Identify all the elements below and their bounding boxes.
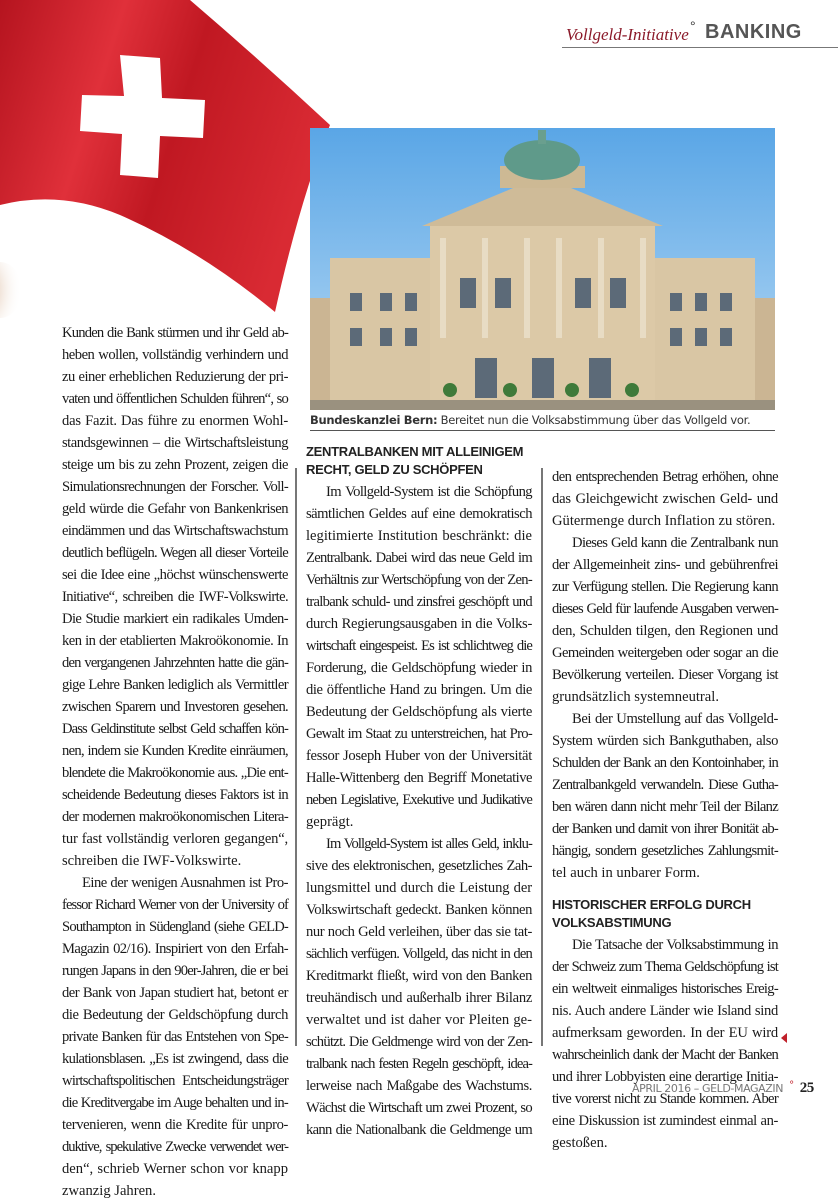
text-line: Schulden der Bank an den Kontoinhaber, in: [552, 755, 778, 771]
text-line: fessor Richard Werner von der University of: [62, 897, 288, 913]
text-line: ben wären dann nicht mehr Teil der Bilanz: [552, 799, 778, 815]
text-line: das Fazit. Das führe zu enormen Wohl-: [62, 413, 288, 429]
paragraph: [62, 872, 288, 1202]
text-line: eine Diskussion ist zumindest einmal an-: [552, 1113, 778, 1129]
text-line: private Banken für das Entstehen von Spe-: [62, 1029, 288, 1045]
text-line: den entsprechenden Betrag erhöhen, ohne: [552, 469, 778, 485]
caption-title: Bundeskanzlei Bern:: [310, 413, 438, 427]
text-line: Kreditmarkt fließt, wird von den Banken: [306, 968, 532, 984]
text-line: Initiative“, schreiben die IWF-Volkswirte.: [62, 589, 288, 605]
text-line: Wächst die Wirtschaft um zwei Prozent, so: [306, 1100, 532, 1116]
article-end-marker-icon: [781, 1033, 787, 1043]
text-line: Kunden die Bank stürmen und ihr Geld ab-: [62, 325, 288, 341]
section-title: Vollgeld-Initiative: [566, 25, 689, 44]
text-line: rungen Japans in den 90er-Jahren, die er bei: [62, 963, 288, 979]
text-line: scheidende Bedeutung dieses Faktors ist in: [62, 787, 288, 803]
category-label: BANKING: [705, 21, 802, 43]
text-line: tervenieren, wenn die Kredite für unpro-: [62, 1117, 288, 1133]
text-line: Im Vollgeld-System ist alles Geld, inklu-: [326, 836, 532, 852]
text-line: Simulationsrechnungen der Forscher. Voll-: [62, 479, 288, 495]
text-line: schreiben die IWF-Volkswirte.: [62, 853, 242, 869]
subheading: [306, 443, 532, 479]
text-line: steige um bis zu zehn Prozent, zeigen die: [62, 457, 288, 473]
text-line: die öffentliche Hand zu bringen. Um die: [306, 682, 532, 698]
article-column-2: [306, 443, 532, 1141]
text-line: vaten und öffentlichen Schulden führen“, so: [62, 391, 288, 407]
paragraph: [62, 322, 288, 872]
text-line: der Allgemeinheit zins- und gebührenfrei: [552, 557, 778, 573]
text-line: der Banken und damit von ihrer Bonität ab-: [552, 821, 778, 837]
text-line: Zentralbank. Dabei wird das neue Geld im: [306, 550, 532, 566]
text-line: gige Lehre Banken lediglich als Vermittler: [62, 677, 288, 693]
subheading-line: ZENTRALBANKEN MIT ALLEINIGEM: [306, 444, 524, 459]
text-line: Dass Geldinstitute selbst Geld schaffen kön-: [62, 721, 288, 737]
text-line: blendete die Makroökonomie aus. „Die ent-: [62, 765, 288, 781]
text-line: der Schweiz zum Thema Geldschöpfung ist: [552, 959, 778, 975]
text-line: grundsätzlich systemneutral.: [552, 689, 719, 705]
text-line: die Kreditvergabe im Auge behalten und in-: [62, 1095, 288, 1111]
text-line: und ihrer Lobbyisten eine derartige Initia-: [552, 1069, 778, 1085]
header-separator: °: [690, 18, 696, 34]
caption-text: Bereitet nun die Volksabstimmung über das Vollgeld vor.: [437, 413, 751, 427]
text-line: standsgewinnen – die Wirtschaftsleistung: [62, 435, 288, 451]
text-line: Bei der Umstellung auf das Vollgeld-: [572, 711, 778, 727]
text-line: gestoßen.: [552, 1135, 608, 1151]
swiss-flag-image: [0, 0, 340, 318]
paragraph: [552, 466, 778, 532]
text-line: geld würde die Gefahr von Bankenkrisen: [62, 501, 288, 517]
paragraph: [552, 934, 778, 1154]
text-line: kann die Nationalbank die Geldmenge um: [306, 1122, 532, 1138]
column-divider: [541, 468, 543, 1046]
text-line: Forderung, die Geldschöpfung wieder in: [306, 660, 532, 676]
bundeshaus-photo: [310, 128, 775, 410]
subheading-line: VOLKSABSTIMUNG: [552, 915, 672, 930]
text-line: der modernen makroökonomischen Litera-: [62, 809, 288, 825]
text-line: zur Verfügung stellen. Die Regierung kann: [552, 579, 778, 595]
photo-caption: [310, 413, 775, 431]
text-line: deutlich beflügeln. Wegen all dieser Vorteile: [62, 545, 288, 561]
text-line: Eine der wenigen Ausnahmen ist Pro-: [82, 875, 288, 891]
text-line: wahrscheinlich dank der Macht der Banken: [552, 1047, 778, 1063]
text-line: Zentralbankgeld verwandeln. Diese Gutha-: [552, 777, 778, 793]
text-line: lungsmittel und durch die Leistung der: [306, 880, 532, 896]
article-column-1: [62, 322, 288, 1202]
text-line: den, Schulden tilgen, den Regionen und: [552, 623, 778, 639]
text-line: dieses Geld für laufende Ausgaben verwen-: [552, 601, 778, 617]
text-line: nur noch Geld verleihen, über das sie tat-: [306, 924, 532, 940]
text-line: Die Studie markiert ein radikales Umden-: [62, 611, 288, 627]
section-header: [562, 20, 838, 48]
text-line: kulationsblasen. „Es ist zwingend, dass die: [62, 1051, 288, 1067]
text-line: Die Tatsache der Volksabstimmung in: [572, 937, 778, 953]
paragraph: [552, 532, 778, 708]
text-line: Volkswirtschaft gedeckt. Banken können: [306, 902, 532, 918]
text-line: zwanzig Jahren.: [62, 1183, 157, 1199]
article-column-3: [552, 466, 778, 1154]
text-line: Gütermenge durch Inflation zu stören.: [552, 513, 776, 529]
text-line: sämtlichen Geldes auf eine demokratisch: [306, 506, 532, 522]
text-line: tel auch in unbarer Form.: [552, 865, 700, 881]
column-divider: [295, 468, 297, 1046]
text-line: legitimierte Institution beschränkt: die: [306, 528, 532, 544]
text-line: Gemeinden weitergeben oder sogar an die: [552, 645, 778, 661]
text-line: System würden sich Bankguthaben, also: [552, 733, 778, 749]
text-line: durch Regierungsausgaben in die Volks-: [306, 616, 532, 632]
text-line: wirtschaft eingespeist. Es ist schlichtweg die: [306, 638, 532, 654]
page-number: 25: [799, 1080, 814, 1096]
text-line: nis. Auch andere Länder wie Island sind: [552, 1003, 778, 1019]
text-line: neben Legislative, Exekutive und Judikative: [306, 792, 532, 808]
footer-separator: °: [789, 1080, 794, 1091]
text-line: wirtschaftspolitischen Entscheidungsträger: [62, 1073, 288, 1089]
text-line: Im Vollgeld-System ist die Schöpfung: [326, 484, 532, 500]
text-line: die Bedeutung der Geldschöpfung durch: [62, 1007, 288, 1023]
text-line: den vergangenen Jahrzehnten hatte die gän-: [62, 655, 288, 671]
text-line: nen, indem sie Kunden Kredite einräumen,: [62, 743, 288, 759]
text-line: zu einer erheblichen Reduzierung der pri-: [62, 369, 288, 385]
text-line: lerweise nach Maßgabe des Wachstums.: [306, 1078, 532, 1094]
text-line: duktive, spekulative Zwecke verwendet wer-: [62, 1139, 288, 1155]
paragraph: [306, 481, 532, 833]
subheading-line: RECHT, GELD ZU SCHÖPFEN: [306, 462, 483, 477]
text-line: ken in der etablierten Makroökonomie. In: [62, 633, 288, 649]
text-line: treuhändisch und außerhalb ihrer Bilanz: [306, 990, 532, 1006]
text-line: das Gleichgewicht zwischen Geld- und: [552, 491, 778, 507]
text-line: Dieses Geld kann die Zentralbank nun: [572, 535, 778, 551]
text-line: schützt. Die Geldmenge wird von der Zen-: [306, 1034, 532, 1050]
text-line: verwaltet und ist daher vor Pleiten ge-: [306, 1012, 532, 1028]
paragraph: [552, 708, 778, 884]
text-line: Bedeutung der Geldschöpfung als vierte: [306, 704, 532, 720]
text-line: Halle-Wittenberg den Begriff Monetative: [306, 770, 532, 786]
subheading: [552, 896, 778, 932]
text-line: den“, schrieb Werner schon vor knapp: [62, 1161, 288, 1177]
text-line: geprägt.: [306, 814, 354, 830]
text-line: zwischen Sparern und Investoren gesehen.: [62, 699, 288, 715]
text-line: tralbank nach festen Regeln geschöpft, idea-: [306, 1056, 532, 1072]
text-line: Gewalt im Staat zu unterstreichen, hat Pro-: [306, 726, 532, 742]
text-line: Bevölkerung verteilen. Dieser Vorgang ist: [552, 667, 778, 683]
text-line: sei die Idee eine „höchst wünschenswerte: [62, 567, 288, 583]
text-line: Magazin 02/16). Inspiriert von den Erfah-: [62, 941, 288, 957]
text-line: sive des elektronischen, gesetzliches Zah-: [306, 858, 532, 874]
text-line: fessor Joseph Huber von der Universität: [306, 748, 532, 764]
issue-label: APRIL 2016 – GELD-MAGAZIN: [632, 1082, 784, 1095]
text-line: Verhältnis zur Wertschöpfung von der Zen-: [306, 572, 532, 588]
page-footer: [632, 1080, 814, 1097]
text-line: ein weltweit einmaliges historisches Ereig-: [552, 981, 778, 997]
text-line: sächlich verfügen. Vollgeld, das nicht in den: [306, 946, 532, 962]
text-line: tive vorerst nicht zu Stande kommen. Aber: [552, 1091, 778, 1107]
text-line: eindämmen und das Wirtschaftswachstum: [62, 523, 288, 539]
paragraph: [306, 833, 532, 1141]
text-line: hängig, sondern gesetzliches Zahlungsmit-: [552, 843, 778, 859]
text-line: tralbank schuld- und zinsfrei geschöpft und: [306, 594, 532, 610]
text-line: tur fast vollständig verloren gegangen“,: [62, 831, 288, 847]
subheading-line: HISTORISCHER ERFOLG DURCH: [552, 897, 751, 912]
text-line: Southampton in Südengland (siehe GELD-: [62, 919, 288, 935]
text-line: aufmerksam geworden. In der EU wird: [552, 1025, 778, 1041]
text-line: heben wollen, vollständig verhindern und: [62, 347, 288, 363]
text-line: der Bank von Japan studiert hat, betont er: [62, 985, 288, 1001]
